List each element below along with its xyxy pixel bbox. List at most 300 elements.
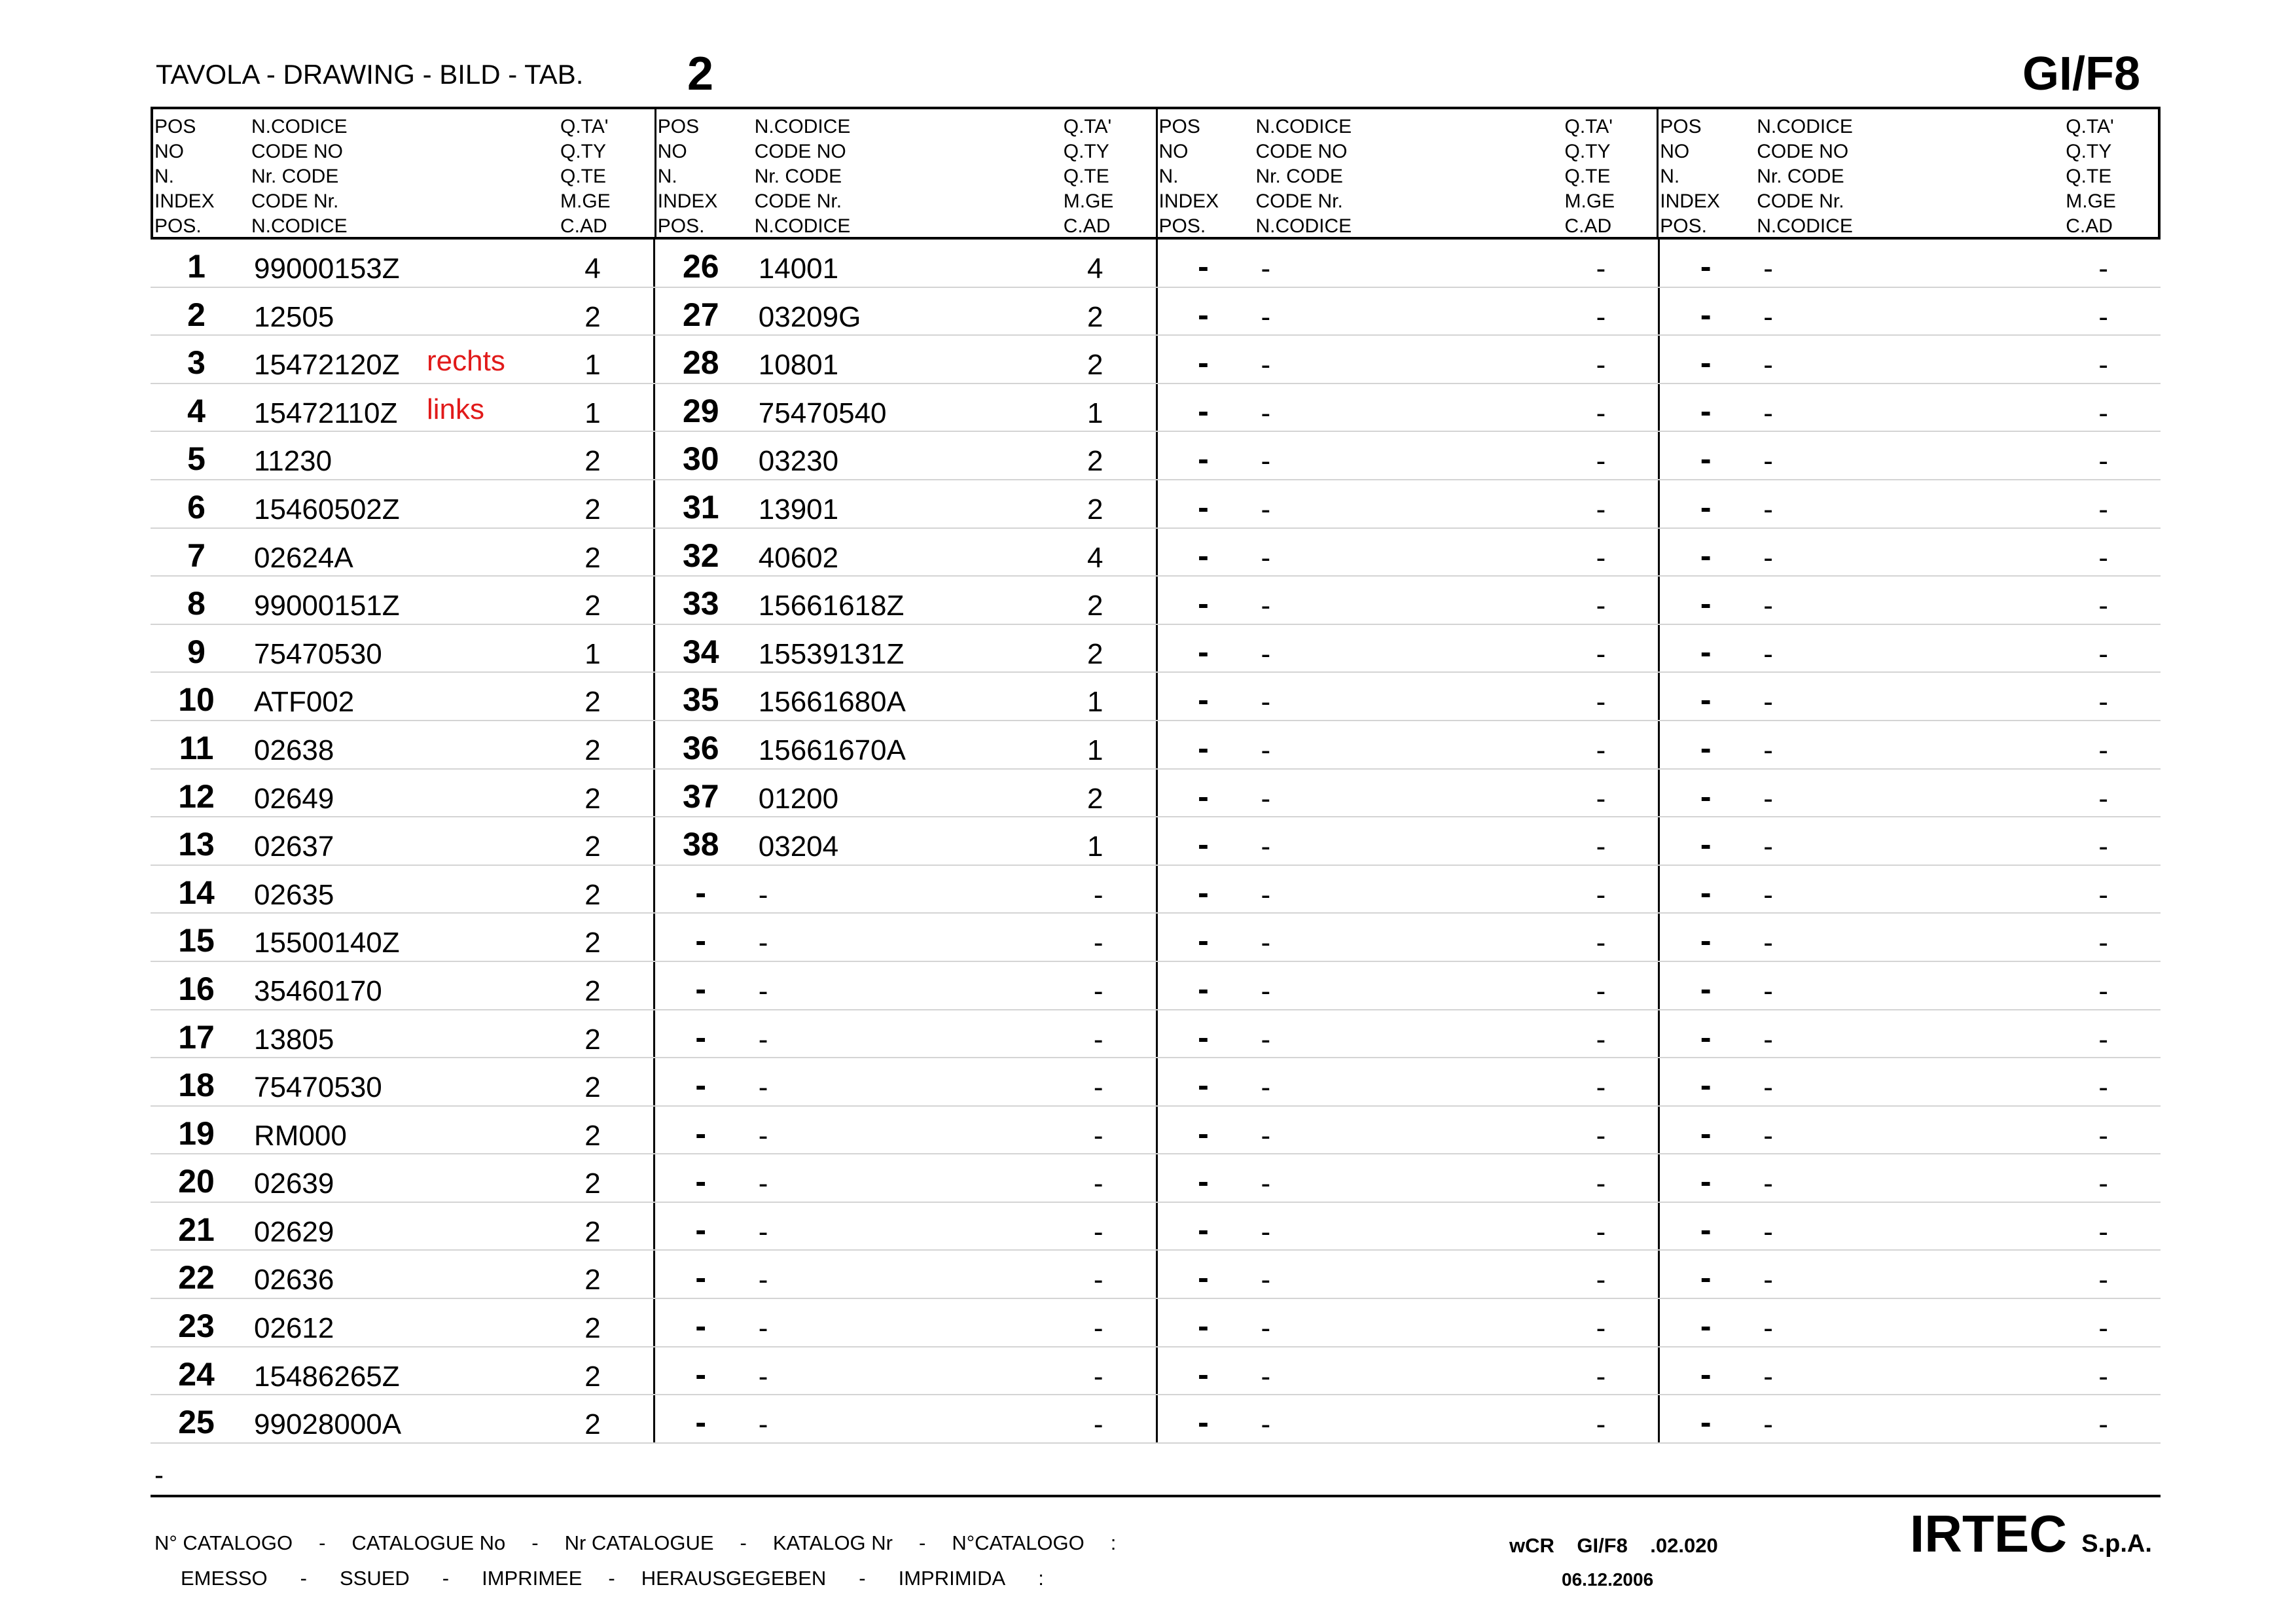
table-row (151, 770, 2161, 818)
position-number: - (1198, 296, 1209, 333)
header-label: Q.TE (1564, 166, 1611, 187)
quantity: - (2098, 782, 2108, 815)
row-group (151, 962, 653, 1009)
header-code-labels (1757, 115, 1853, 239)
header-label: N. (657, 166, 677, 187)
quantity: - (1596, 1071, 1606, 1104)
quantity: - (2098, 1023, 2108, 1056)
row-group (653, 336, 1156, 383)
header-label: Q.TA' (560, 116, 609, 137)
quantity: 1 (1087, 734, 1103, 766)
quantity: - (1596, 1312, 1606, 1345)
part-code: - (1763, 445, 1773, 478)
header-label: CODE NO (251, 141, 344, 162)
part-code: - (758, 927, 768, 959)
table-row (151, 817, 2161, 866)
row-group (1156, 625, 1659, 672)
position-number: 8 (187, 585, 206, 622)
position-number: 27 (682, 296, 719, 333)
footer-label: IMPRIMEE (482, 1567, 583, 1590)
part-code: 02649 (254, 782, 334, 815)
position-number: - (1198, 1211, 1209, 1248)
position-number: - (1700, 681, 1712, 719)
quantity: - (2098, 1215, 2108, 1248)
drawing-code: GI/F8 (2022, 48, 2140, 100)
table-body (151, 240, 2161, 1444)
row-group (1658, 384, 2161, 431)
position-number: 12 (178, 777, 215, 815)
part-code: 02639 (254, 1168, 334, 1200)
row-group (1156, 962, 1659, 1009)
position-number: - (1198, 1308, 1209, 1345)
header-label: NO (1660, 141, 1690, 162)
quantity: 1 (584, 349, 601, 382)
header-label: N.CODICE (1255, 215, 1352, 237)
header-group (153, 109, 655, 237)
part-code: 15500140Z (254, 927, 400, 959)
header-group (1156, 109, 1657, 237)
position-number: 11 (179, 729, 214, 766)
position-number: - (1700, 296, 1712, 333)
footer-label: - (919, 1531, 926, 1554)
header-label: Nr. CODE (1255, 166, 1343, 187)
row-group (151, 1251, 653, 1298)
part-code: - (1261, 927, 1271, 959)
quantity: - (1093, 1264, 1103, 1296)
footer-label: KATALOG Nr (772, 1531, 893, 1554)
table-row (151, 1154, 2161, 1203)
part-code: - (758, 1312, 768, 1345)
row-group (1658, 240, 2161, 287)
header-label: POS (154, 116, 196, 137)
part-code: - (1763, 734, 1773, 766)
position-number: - (1700, 1163, 1712, 1200)
position-number: 20 (178, 1163, 215, 1200)
part-code: 12505 (254, 300, 334, 333)
row-group (1658, 1107, 2161, 1154)
part-code: - (1763, 830, 1773, 863)
row-group (1658, 1154, 2161, 1202)
part-code: - (1261, 1023, 1271, 1056)
header-label: N.CODICE (754, 116, 851, 137)
position-number: 23 (178, 1308, 215, 1345)
row-group (1156, 770, 1659, 817)
row-group (1658, 673, 2161, 720)
table-row (151, 529, 2161, 577)
position-number: 38 (682, 826, 719, 863)
footer-label: - (531, 1531, 539, 1554)
part-code: - (1763, 493, 1773, 526)
part-code: - (1261, 878, 1271, 911)
header-label: CODE NO (1255, 141, 1348, 162)
row-group (1658, 1203, 2161, 1250)
header-label: M.GE (560, 190, 611, 212)
part-code: - (1261, 590, 1271, 622)
table-row (151, 866, 2161, 914)
catalogue-reference: wCR GI/F8 .02.020 (1509, 1534, 1718, 1557)
part-code: - (1261, 1168, 1271, 1200)
part-code: 15472120Z (254, 349, 400, 382)
position-number: 2 (187, 296, 206, 333)
row-group (653, 240, 1156, 287)
header-label: N.CODICE (251, 116, 348, 137)
quantity: - (1596, 397, 1606, 429)
quantity: 2 (1087, 782, 1103, 815)
company-suffix: S.p.A. (2081, 1530, 2152, 1558)
row-group (151, 673, 653, 720)
quantity: - (2098, 1119, 2108, 1152)
header-label: Q.TY (560, 141, 607, 162)
quantity: - (1596, 637, 1606, 670)
header-label: C.AD (1564, 215, 1612, 237)
part-code: - (1763, 590, 1773, 622)
row-group (653, 673, 1156, 720)
quantity: - (2098, 1360, 2108, 1393)
position-number: 14 (178, 874, 215, 911)
footer-label: - (442, 1567, 450, 1590)
row-group (151, 1058, 653, 1105)
part-code: - (758, 878, 768, 911)
row-group (151, 480, 653, 527)
quantity: 2 (584, 734, 601, 766)
quantity: - (1596, 1215, 1606, 1248)
quantity: - (1596, 830, 1606, 863)
position-number: 4 (187, 392, 206, 429)
header-label: POS. (1158, 215, 1206, 237)
part-code: - (758, 1119, 768, 1152)
part-code: - (1261, 397, 1271, 429)
header-label: N.CODICE (251, 215, 348, 237)
quantity: - (1093, 1023, 1103, 1056)
row-group (653, 770, 1156, 817)
part-code: 35460170 (254, 974, 382, 1007)
position-number: - (1198, 1067, 1209, 1104)
row-group (151, 1299, 653, 1346)
position-number: 25 (178, 1404, 215, 1441)
position-number: - (1700, 1404, 1712, 1441)
table-row (151, 1058, 2161, 1107)
part-code: - (1261, 1215, 1271, 1248)
quantity: - (1596, 878, 1606, 911)
quantity: 2 (584, 830, 601, 863)
part-code: - (1261, 782, 1271, 815)
part-code: - (1763, 1071, 1773, 1104)
row-group (1658, 914, 2161, 961)
part-note: links (427, 393, 485, 425)
quantity: - (1596, 974, 1606, 1007)
position-number: - (1198, 1163, 1209, 1200)
part-code: 15486265Z (254, 1360, 400, 1393)
position-number: 24 (178, 1355, 215, 1393)
position-number: - (695, 970, 707, 1007)
position-number: 10 (178, 681, 215, 719)
footer-label: SSUED (339, 1567, 410, 1590)
part-code: - (1763, 637, 1773, 670)
part-code: 03230 (758, 445, 839, 478)
part-code: - (758, 1023, 768, 1056)
table-row (151, 1251, 2161, 1299)
header-label: Q.TE (2066, 166, 2112, 187)
row-group (653, 480, 1156, 527)
position-number: - (1198, 344, 1209, 382)
part-code: 99028000A (254, 1408, 402, 1441)
position-number: - (1198, 681, 1209, 719)
header-label: NO (154, 141, 184, 162)
footer-divider (151, 1495, 2161, 1497)
quantity: - (1596, 1119, 1606, 1152)
row-group (1658, 1058, 2161, 1105)
part-code: - (1261, 637, 1271, 670)
row-group (1658, 1010, 2161, 1058)
quantity: - (2098, 253, 2108, 285)
row-group (1156, 1395, 1659, 1442)
part-code: 15661618Z (758, 590, 905, 622)
part-code: 01200 (758, 782, 839, 815)
position-number: - (1700, 922, 1712, 959)
row-group (151, 1203, 653, 1250)
position-number: - (1700, 248, 1712, 285)
row-group (653, 1299, 1156, 1346)
position-number: - (695, 1259, 707, 1296)
part-code: - (1763, 686, 1773, 719)
quantity: - (2098, 397, 2108, 429)
header-label: N. (1660, 166, 1680, 187)
part-code: 99000153Z (254, 253, 400, 285)
position-number: - (1198, 1355, 1209, 1393)
part-code: - (758, 1071, 768, 1104)
position-number: 35 (682, 681, 719, 719)
quantity: - (1596, 253, 1606, 285)
row-group (1658, 1347, 2161, 1395)
row-group (1156, 1154, 1659, 1202)
position-number: - (1198, 537, 1209, 574)
part-code: - (758, 1215, 768, 1248)
header-group (1657, 109, 2158, 237)
row-group (151, 625, 653, 672)
quantity: 2 (1087, 637, 1103, 670)
row-group (653, 1395, 1156, 1442)
quantity: 2 (584, 1312, 601, 1345)
table-row (151, 480, 2161, 529)
part-code: ATF002 (254, 686, 355, 719)
header-pos-labels (1660, 115, 1720, 239)
position-number: - (1198, 488, 1209, 526)
quantity: 1 (1087, 397, 1103, 429)
row-group (1156, 914, 1659, 961)
row-group (151, 384, 653, 431)
quantity: 2 (584, 1408, 601, 1441)
row-group (1658, 432, 2161, 479)
header-label: CODE NO (754, 141, 846, 162)
part-code: 14001 (758, 253, 839, 285)
header-code-labels (755, 115, 851, 239)
part-code: - (1763, 1264, 1773, 1296)
quantity: - (1093, 878, 1103, 911)
header-group (655, 109, 1156, 237)
quantity: 1 (1087, 830, 1103, 863)
quantity: - (2098, 445, 2108, 478)
row-group (653, 721, 1156, 768)
header-label: POS (1158, 116, 1200, 137)
quantity: 4 (1087, 541, 1103, 574)
quantity: 2 (584, 782, 601, 815)
part-code: 15661670A (758, 734, 906, 766)
quantity: - (2098, 927, 2108, 959)
part-code: - (1763, 927, 1773, 959)
position-number: 37 (682, 777, 719, 815)
position-number: 26 (682, 248, 719, 285)
row-group (653, 1347, 1156, 1395)
position-number: - (1198, 729, 1209, 766)
row-group (1156, 1058, 1659, 1105)
header-label: N.CODICE (1757, 116, 1853, 137)
quantity: 2 (1087, 349, 1103, 382)
row-group (653, 384, 1156, 431)
header-label: M.GE (1063, 190, 1114, 212)
row-group (1658, 770, 2161, 817)
header-qty-labels (2066, 115, 2116, 239)
part-code: - (1763, 1215, 1773, 1248)
position-number: 3 (187, 344, 206, 382)
position-number: - (1700, 585, 1712, 622)
row-group (1658, 288, 2161, 335)
parts-table (151, 107, 2161, 1444)
position-number: - (695, 1067, 707, 1104)
part-code: 15661680A (758, 686, 906, 719)
row-group (151, 770, 653, 817)
quantity: 2 (584, 1119, 601, 1152)
part-code: 75470530 (254, 1071, 382, 1104)
part-code: 02635 (254, 878, 334, 911)
position-number: - (1198, 248, 1209, 285)
part-code: - (1261, 1312, 1271, 1345)
row-group (1156, 1299, 1659, 1346)
quantity: - (1093, 927, 1103, 959)
position-number: 36 (682, 729, 719, 766)
part-code: RM000 (254, 1119, 347, 1152)
footer-label: - (740, 1531, 747, 1554)
quantity: 2 (584, 300, 601, 333)
quantity: - (2098, 1312, 2108, 1345)
header-label: NO (657, 141, 687, 162)
quantity: 2 (584, 445, 601, 478)
header-label: Nr. CODE (1757, 166, 1844, 187)
row-group (1658, 721, 2161, 768)
table-row (151, 962, 2161, 1010)
part-code: - (758, 974, 768, 1007)
part-code: - (758, 1168, 768, 1200)
position-number: - (1700, 537, 1712, 574)
quantity: - (2098, 637, 2108, 670)
part-code: - (1261, 349, 1271, 382)
part-code: - (1261, 300, 1271, 333)
row-group (1156, 336, 1659, 383)
header-pos-labels (658, 115, 718, 239)
quantity: 2 (1087, 590, 1103, 622)
quantity: - (1596, 349, 1606, 382)
row-group (1156, 1107, 1659, 1154)
quantity: - (1093, 1168, 1103, 1200)
header-code-labels (1256, 115, 1352, 239)
part-code: - (1763, 782, 1773, 815)
position-number: - (1198, 1404, 1209, 1441)
footer-label: EMESSO (181, 1567, 268, 1590)
quantity: 2 (584, 1071, 601, 1104)
header-label: C.AD (2066, 215, 2113, 237)
quantity: 2 (584, 1168, 601, 1200)
row-group (1156, 1010, 1659, 1058)
row-group (1156, 529, 1659, 576)
part-code: - (1763, 349, 1773, 382)
position-number: 30 (682, 440, 719, 478)
quantity: - (1093, 1119, 1103, 1152)
quantity: 1 (1087, 686, 1103, 719)
footer-label: - (859, 1567, 866, 1590)
footer-label: - (319, 1531, 326, 1554)
row-group (1156, 577, 1659, 624)
quantity: - (1596, 1023, 1606, 1056)
quantity: 4 (584, 253, 601, 285)
table-header (151, 107, 2161, 240)
position-number: - (1700, 1115, 1712, 1152)
position-number: - (1700, 488, 1712, 526)
quantity: 2 (584, 1264, 601, 1296)
part-code: 99000151Z (254, 590, 400, 622)
row-group (1658, 529, 2161, 576)
table-row (151, 1010, 2161, 1059)
header-label: POS. (1660, 215, 1707, 237)
part-code: 02636 (254, 1264, 334, 1296)
row-group (151, 529, 653, 576)
part-code: - (1763, 974, 1773, 1007)
part-code: - (1763, 397, 1773, 429)
header-label: N. (1158, 166, 1179, 187)
header-qty-labels (1565, 115, 1615, 239)
table-row (151, 240, 2161, 288)
table-row (151, 384, 2161, 433)
position-number: - (1198, 440, 1209, 478)
quantity: - (2098, 1071, 2108, 1104)
row-group (151, 336, 653, 383)
row-group (653, 1058, 1156, 1105)
row-group (1156, 384, 1659, 431)
header-label: Q.TY (2066, 141, 2112, 162)
quantity: 2 (584, 1023, 601, 1056)
quantity: - (2098, 830, 2108, 863)
company-logo-text (1910, 1504, 2152, 1564)
table-row (151, 721, 2161, 770)
row-group (1156, 866, 1659, 913)
row-group (653, 1203, 1156, 1250)
position-number: - (1700, 344, 1712, 382)
footer-label: CATALOGUE No (351, 1531, 506, 1554)
row-group (653, 1154, 1156, 1202)
header-pos-labels (1159, 115, 1219, 239)
quantity: - (1596, 493, 1606, 526)
quantity: 2 (584, 493, 601, 526)
position-number: - (695, 874, 707, 911)
issue-date: 06.12.2006 (1562, 1569, 1654, 1590)
footer-label: Nr CATALOGUE (564, 1531, 714, 1554)
header-label: N. (154, 166, 174, 187)
header-label: N.CODICE (754, 215, 851, 237)
part-code: - (758, 1360, 768, 1393)
header-label: CODE Nr. (251, 190, 339, 212)
row-group (1658, 1251, 2161, 1298)
quantity: - (1596, 1168, 1606, 1200)
footer-label: : (1110, 1531, 1117, 1554)
position-number: - (1700, 1259, 1712, 1296)
